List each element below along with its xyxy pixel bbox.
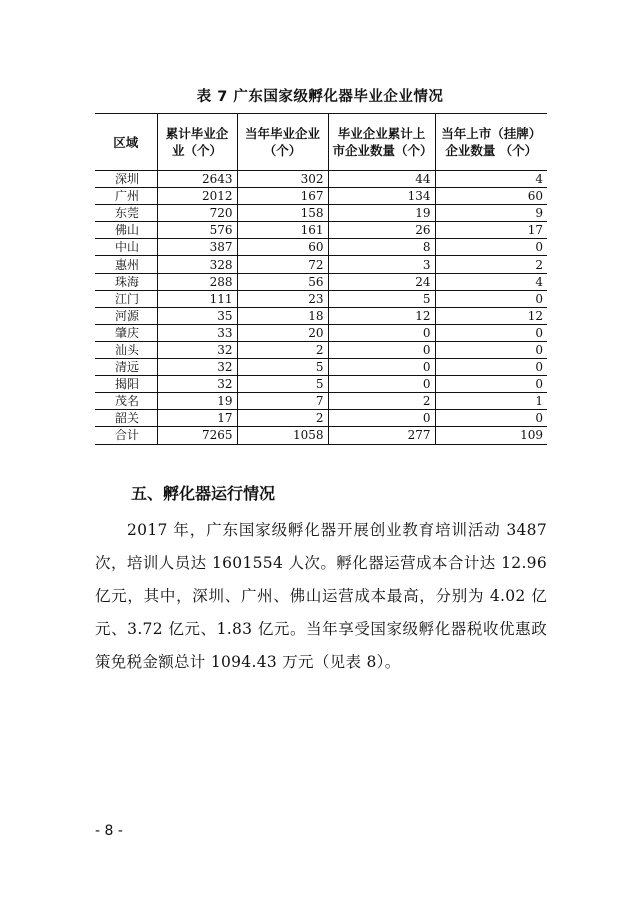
cell-year-graduates: 1058 [237,427,328,444]
cell-region: 河源 [95,307,157,324]
cell-year-listed: 0 [435,410,547,427]
cell-year-listed: 12 [435,307,547,324]
table-row [95,188,547,205]
cell-cumulative-listed: 134 [328,188,435,205]
cell-cumulative-graduates: 32 [157,341,237,358]
cell-region: 广州 [95,188,157,205]
cell-cumulative-graduates: 111 [157,290,237,307]
cell-cumulative-listed: 24 [328,273,435,290]
cell-cumulative-listed: 2 [328,393,435,410]
cell-year-listed: 17 [435,222,547,239]
cell-cumulative-graduates: 2012 [157,188,237,205]
cell-region: 中山 [95,239,157,256]
cell-region: 深圳 [95,171,157,188]
cell-year-listed: 0 [435,376,547,393]
cell-year-listed: 0 [435,290,547,307]
cell-year-graduates: 72 [237,256,328,273]
cell-region: 江门 [95,290,157,307]
table-row [95,307,547,324]
cell-year-listed: 0 [435,324,547,341]
cell-year-graduates: 23 [237,290,328,307]
cell-cumulative-listed: 277 [328,427,435,444]
cell-year-listed: 4 [435,273,547,290]
cell-cumulative-graduates: 19 [157,393,237,410]
cell-cumulative-graduates: 2643 [157,171,237,188]
cell-cumulative-listed: 0 [328,324,435,341]
cell-cumulative-listed: 12 [328,307,435,324]
cell-region: 东莞 [95,205,157,222]
cell-year-listed: 1 [435,393,547,410]
table-row [95,341,547,358]
cell-cumulative-graduates: 288 [157,273,237,290]
cell-year-graduates: 2 [237,341,328,358]
table-row [95,239,547,256]
cell-cumulative-graduates: 35 [157,307,237,324]
table-row [95,410,547,427]
cell-region: 汕头 [95,341,157,358]
cell-year-graduates: 5 [237,376,328,393]
table-row [95,256,547,273]
table-row [95,290,547,307]
cell-cumulative-listed: 44 [328,171,435,188]
cell-year-graduates: 158 [237,205,328,222]
cell-year-listed: 0 [435,341,547,358]
table-row [95,222,547,239]
cell-year-graduates: 7 [237,393,328,410]
table-header-row [95,114,547,171]
cell-year-graduates: 302 [237,171,328,188]
cell-cumulative-listed: 8 [328,239,435,256]
cell-year-graduates: 56 [237,273,328,290]
cell-year-listed: 60 [435,188,547,205]
cell-region: 合计 [95,427,157,444]
cell-year-listed: 9 [435,205,547,222]
cell-cumulative-graduates: 17 [157,410,237,427]
table-row [95,324,547,341]
page-number: - 8 - [95,823,123,839]
cell-cumulative-graduates: 328 [157,256,237,273]
cell-year-listed: 0 [435,239,547,256]
col-header-year-listed: 当年上市（挂牌）企业数量 （个） [435,114,547,171]
cell-cumulative-listed: 19 [328,205,435,222]
cell-cumulative-graduates: 720 [157,205,237,222]
col-header-cumulative-listed: 毕业企业累计上市企业数量（个） [328,114,435,171]
cell-cumulative-graduates: 576 [157,222,237,239]
cell-year-graduates: 167 [237,188,328,205]
table-row [95,205,547,222]
cell-region: 韶关 [95,410,157,427]
table-row [95,376,547,393]
cell-region: 佛山 [95,222,157,239]
cell-year-listed: 109 [435,427,547,444]
cell-region: 惠州 [95,256,157,273]
incubator-graduates-table [95,113,547,445]
cell-year-graduates: 5 [237,359,328,376]
cell-region: 清远 [95,359,157,376]
table-row [95,427,547,444]
section-paragraph: 2017 年，广东国家级孵化器开展创业教育培训活动 3487 次，培训人员达 1601554 人次。孵化器运营成本合计达 12.96 亿元，其中，深圳、广州、佛山运营成本最高，分别为 4.02 亿元、3.72 亿元、1.83 亿元。当年享受国家级孵化器税收优惠政策免税金额总计 1094.43 万元（见表 8）。 [95,521,547,671]
table-row [95,273,547,290]
cell-cumulative-graduates: 387 [157,239,237,256]
cell-year-listed: 0 [435,359,547,376]
cell-cumulative-listed: 26 [328,222,435,239]
cell-region: 珠海 [95,273,157,290]
cell-cumulative-graduates: 32 [157,359,237,376]
cell-year-listed: 2 [435,256,547,273]
table-caption: 表 7 广东国家级孵化器毕业企业情况 [196,89,444,105]
cell-cumulative-listed: 0 [328,359,435,376]
cell-region: 肇庆 [95,324,157,341]
cell-region: 揭阳 [95,376,157,393]
cell-cumulative-listed: 0 [328,341,435,358]
cell-region: 茂名 [95,393,157,410]
table-row [95,393,547,410]
cell-year-graduates: 161 [237,222,328,239]
cell-cumulative-graduates: 7265 [157,427,237,444]
cell-cumulative-listed: 0 [328,410,435,427]
cell-cumulative-listed: 0 [328,376,435,393]
cell-year-graduates: 60 [237,239,328,256]
cell-year-graduates: 20 [237,324,328,341]
table-row [95,171,547,188]
cell-year-listed: 4 [435,171,547,188]
cell-year-graduates: 18 [237,307,328,324]
cell-year-graduates: 2 [237,410,328,427]
col-header-cumulative-graduates: 累计毕业企业（个） [157,114,237,171]
col-header-region: 区域 [95,114,157,171]
section-heading: 五、孵化器运行情况 [131,484,276,503]
cell-cumulative-graduates: 32 [157,376,237,393]
table-row [95,359,547,376]
cell-cumulative-graduates: 33 [157,324,237,341]
cell-cumulative-listed: 3 [328,256,435,273]
col-header-year-graduates: 当年毕业企业（个） [237,114,328,171]
cell-cumulative-listed: 5 [328,290,435,307]
